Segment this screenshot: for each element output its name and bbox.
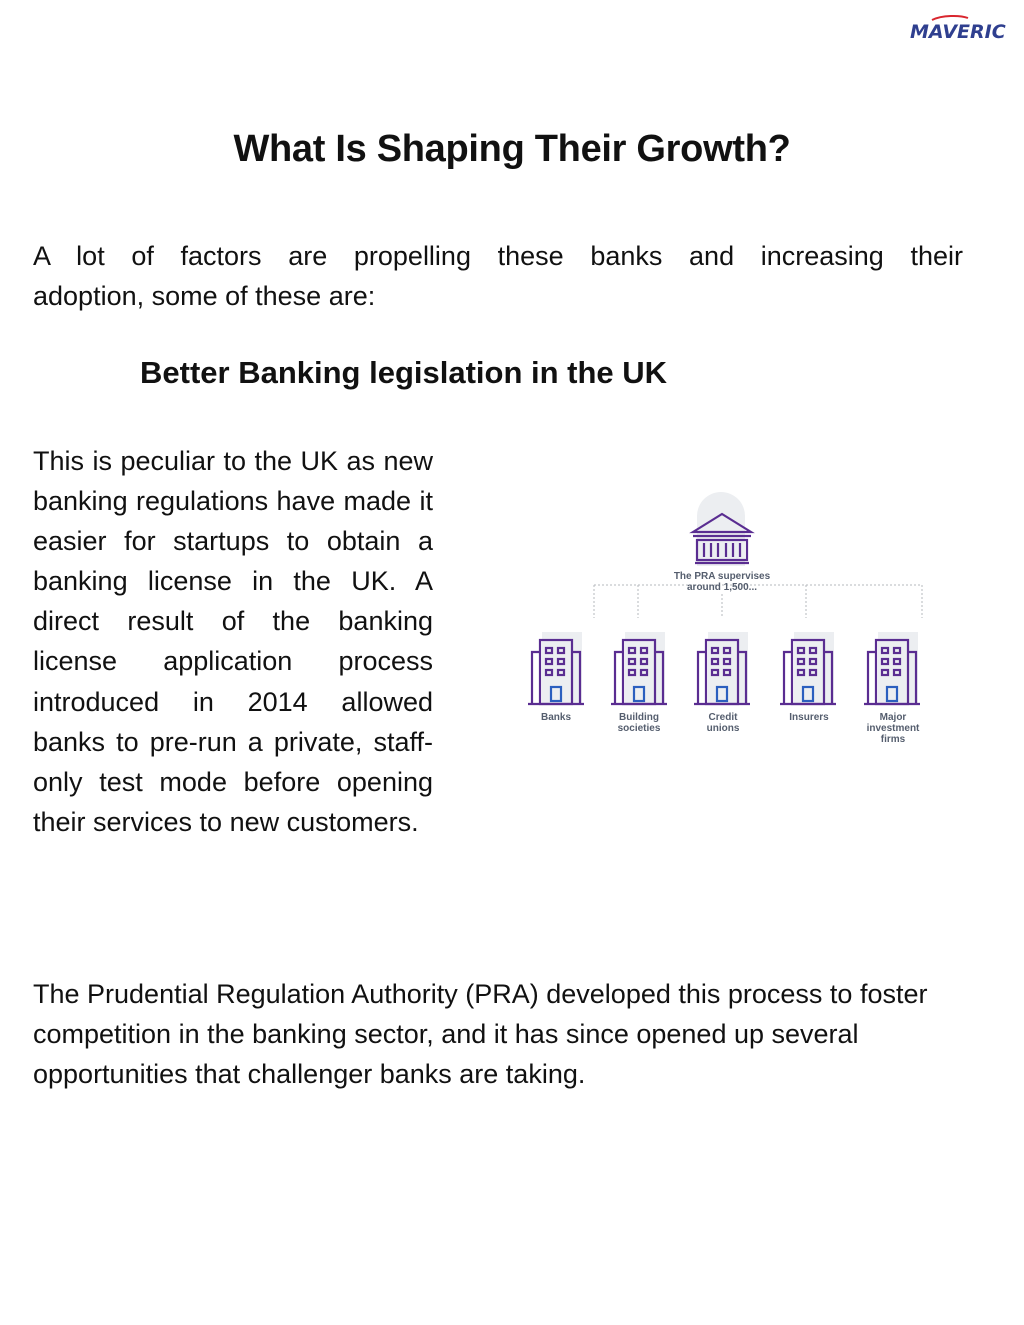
legislation-paragraph: This is peculiar to the UK as new banking regulations have made it easier for startups to obtain a banking license in the UK. A direct result of the banking license application process introduced in 2014 allowed banks to pre-run a private, staff-only test mode before opening their services to new customers. bbox=[33, 446, 433, 837]
label-line: unions bbox=[706, 723, 740, 734]
diagram-caption bbox=[666, 571, 778, 593]
investment-firm-building-icon bbox=[864, 632, 920, 704]
label-line: Insurers bbox=[789, 712, 829, 723]
diagram-label-banks bbox=[511, 712, 601, 723]
label-line: Banks bbox=[540, 712, 571, 723]
bank-building-icon bbox=[528, 632, 584, 704]
diagram-label-investment-firms bbox=[848, 712, 938, 745]
label-line: Building bbox=[619, 712, 659, 723]
diagram-caption-line-2: around 1,500... bbox=[686, 582, 758, 593]
intro-line-2: adoption, some of these are: bbox=[33, 281, 376, 311]
pra-paragraph: The Prudential Regulation Authority (PRA) developed this process to foster competition in the banking sector, and it has since opened up several opportunities that challenger banks are taking. bbox=[33, 979, 928, 1089]
diagram-label-building-societies bbox=[594, 712, 684, 734]
label-line: Credit bbox=[708, 712, 738, 723]
section-heading: Better Banking legislation in the UK bbox=[140, 355, 668, 390]
diagram-label-credit-unions bbox=[678, 712, 768, 734]
credit-union-building-icon bbox=[694, 632, 750, 704]
label-line: societies bbox=[617, 723, 661, 734]
label-line: firms bbox=[880, 734, 906, 745]
page-title: What Is Shaping Their Growth? bbox=[233, 128, 791, 170]
logo-text: MAVERIC bbox=[910, 21, 1006, 43]
maveric-logo bbox=[902, 14, 1014, 46]
pra-diagram bbox=[510, 488, 940, 753]
label-line: Major bbox=[879, 712, 907, 723]
insurer-building-icon bbox=[780, 632, 836, 704]
diagram-label-insurers bbox=[764, 712, 854, 723]
intro-paragraph bbox=[33, 236, 963, 316]
diagram-caption-line-1: The PRA supervises bbox=[673, 571, 771, 582]
label-line: investment bbox=[866, 723, 920, 734]
intro-line-1: A lot of factors are propelling these banks and increasing their bbox=[33, 241, 963, 271]
building-society-icon bbox=[611, 632, 667, 704]
